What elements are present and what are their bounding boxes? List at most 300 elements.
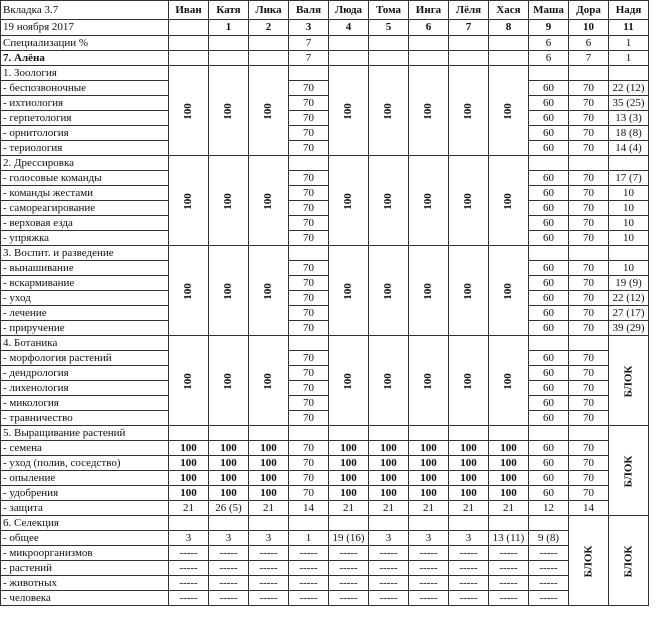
value-cell [449,36,489,51]
dash-cell: ----- [249,591,289,606]
big-value: 100 [502,372,514,390]
value-cell: 70 [289,456,329,471]
value-cell: 70 [569,81,609,96]
big-value: 100 [222,102,234,120]
section-title: 1. Зоология [1,66,169,81]
column-name: Катя [209,1,249,20]
value-cell: 100 [489,471,529,486]
value-cell: 60 [529,171,569,186]
big-value: 100 [382,282,394,300]
blok-cell [569,516,609,606]
value-cell [569,246,609,261]
big-value: 100 [422,372,434,390]
value-cell: 60 [529,306,569,321]
table-row [1,486,649,501]
value-cell: 35 (25) [609,96,649,111]
value-cell: 70 [289,261,329,276]
value-cell: 3 [409,531,449,546]
blok-cell [609,426,649,516]
row-label: - уход [1,291,169,306]
big-value-cell [209,336,249,426]
value-cell: 7 [289,51,329,66]
value-cell: 12 [529,501,569,516]
value-cell: 100 [249,486,289,501]
row-label: - микроорганизмов [1,546,169,561]
table-row [1,291,649,306]
table-row [1,306,649,321]
big-value-cell [169,66,209,156]
value-cell: 100 [489,441,529,456]
value-cell [369,36,409,51]
value-cell: 60 [529,366,569,381]
row-label: - морфология растений [1,351,169,366]
value-cell: 60 [529,396,569,411]
value-cell [529,156,569,171]
row-label: - травничество [1,411,169,426]
dash-cell: ----- [369,576,409,591]
value-cell: 13 (11) [489,531,529,546]
value-cell: 100 [489,486,529,501]
column-name: Лика [249,1,289,20]
dash-cell: ----- [529,546,569,561]
value-cell [249,426,289,441]
value-cell: 60 [529,96,569,111]
value-cell: 10 [609,201,649,216]
table-row [1,231,649,246]
value-cell [369,516,409,531]
big-value-cell [209,156,249,246]
value-cell: 100 [169,456,209,471]
value-cell [329,51,369,66]
value-cell: 60 [529,261,569,276]
value-cell [169,51,209,66]
value-cell: 70 [569,381,609,396]
column-number: 2 [249,20,289,36]
value-cell [329,426,369,441]
value-cell: 60 [529,291,569,306]
row-label: - команды жестами [1,186,169,201]
value-cell [169,426,209,441]
value-cell: 100 [489,456,529,471]
big-value: 100 [182,192,194,210]
value-cell [569,156,609,171]
table-row [1,441,649,456]
big-value-cell [489,156,529,246]
value-cell: 60 [529,216,569,231]
value-cell: 70 [569,471,609,486]
table-row [1,411,649,426]
blok-cell [609,516,649,606]
dash-cell: ----- [169,576,209,591]
value-cell: 100 [209,441,249,456]
row-label: - верховая езда [1,216,169,231]
big-value-cell [169,246,209,336]
dash-cell: ----- [209,561,249,576]
dash-cell: ----- [449,546,489,561]
table-row [1,51,649,66]
value-cell: 19 (16) [329,531,369,546]
value-cell [249,36,289,51]
table-row [1,156,649,171]
value-cell: 10 [609,186,649,201]
value-cell [609,246,649,261]
value-cell: 70 [289,111,329,126]
sheet-title: Вкладка 3.7 [1,1,169,20]
blok-cell [609,336,649,426]
table-row [1,81,649,96]
value-cell [289,336,329,351]
value-cell [409,36,449,51]
value-cell [249,516,289,531]
value-cell: 3 [169,531,209,546]
dash-cell: ----- [409,576,449,591]
table-row [1,396,649,411]
value-cell [369,51,409,66]
value-cell: 100 [249,456,289,471]
value-cell [329,36,369,51]
table-row [1,366,649,381]
value-cell [529,426,569,441]
value-cell: 60 [529,471,569,486]
big-value: 100 [342,102,354,120]
big-value: 100 [182,372,194,390]
big-value: 100 [502,102,514,120]
big-value: 100 [342,372,354,390]
value-cell: 70 [569,351,609,366]
row-label: - лихенология [1,381,169,396]
table-row [1,381,649,396]
row-label: 7. Алёна [1,51,169,66]
value-cell: 100 [169,441,209,456]
value-cell: 17 (7) [609,171,649,186]
value-cell: 70 [289,141,329,156]
column-name: Иван [169,1,209,20]
big-value: 100 [422,192,434,210]
value-cell: 3 [449,531,489,546]
row-label: - удобрения [1,486,169,501]
dash-cell: ----- [449,561,489,576]
row-label: - опыление [1,471,169,486]
value-cell: 60 [529,351,569,366]
big-value: 100 [342,192,354,210]
value-cell [409,426,449,441]
value-cell [289,516,329,531]
big-value-cell [449,66,489,156]
value-cell: 70 [569,201,609,216]
table-row [1,126,649,141]
dash-cell: ----- [249,576,289,591]
big-value: 100 [342,282,354,300]
value-cell [489,36,529,51]
value-cell: 70 [289,396,329,411]
row-label: - защита [1,501,169,516]
value-cell: 1 [609,36,649,51]
big-value-cell [169,336,209,426]
big-value-cell [249,246,289,336]
blok-label: БЛОК [581,545,594,577]
big-value: 100 [502,192,514,210]
value-cell: 26 (5) [209,501,249,516]
big-value-cell [369,66,409,156]
dash-cell: ----- [529,591,569,606]
big-value: 100 [182,102,194,120]
row-label: - териология [1,141,169,156]
value-cell [609,66,649,81]
value-cell: 21 [249,501,289,516]
table-row [1,1,649,20]
table-row [1,531,649,546]
value-cell: 19 (9) [609,276,649,291]
table-row [1,456,649,471]
value-cell: 70 [569,171,609,186]
value-cell [569,336,609,351]
dash-cell: ----- [489,546,529,561]
value-cell: 70 [289,96,329,111]
table-row [1,426,649,441]
section-title: 3. Воспит. и разведение [1,246,169,261]
table-row [1,66,649,81]
value-cell: 100 [369,486,409,501]
value-cell: 70 [289,486,329,501]
dash-cell: ----- [489,561,529,576]
value-cell: 6 [569,36,609,51]
value-cell: 100 [369,471,409,486]
value-cell: 70 [569,126,609,141]
value-cell: 21 [369,501,409,516]
big-value-cell [249,66,289,156]
column-name: Лёля [449,1,489,20]
value-cell: 3 [209,531,249,546]
value-cell [289,156,329,171]
column-number: 9 [529,20,569,36]
dash-cell: ----- [409,591,449,606]
value-cell: 70 [289,411,329,426]
column-number: 10 [569,20,609,36]
value-cell [169,36,209,51]
value-cell: 14 (4) [609,141,649,156]
value-cell: 100 [329,441,369,456]
row-label: - голосовые команды [1,171,169,186]
value-cell: 70 [569,396,609,411]
value-cell: 100 [409,441,449,456]
row-label: - герпетология [1,111,169,126]
value-cell: 6 [529,51,569,66]
big-value: 100 [462,282,474,300]
value-cell: 10 [609,216,649,231]
value-cell: 100 [409,486,449,501]
table-row [1,141,649,156]
table-row [1,516,649,531]
row-label: - приручение [1,321,169,336]
value-cell: 100 [409,471,449,486]
table-row [1,171,649,186]
value-cell [489,51,529,66]
column-name: Маша [529,1,569,20]
value-cell [609,156,649,171]
value-cell: 10 [609,231,649,246]
value-cell: 100 [329,486,369,501]
value-cell: 70 [289,81,329,96]
value-cell [449,426,489,441]
big-value-cell [169,156,209,246]
value-cell [209,516,249,531]
row-label: - вскармивание [1,276,169,291]
column-name: Инга [409,1,449,20]
big-value-cell [449,336,489,426]
big-value-cell [249,336,289,426]
dash-cell: ----- [409,561,449,576]
dash-cell: ----- [409,546,449,561]
table-row [1,546,649,561]
value-cell: 13 (3) [609,111,649,126]
value-cell: 6 [529,36,569,51]
value-cell [569,426,609,441]
value-cell [449,51,489,66]
table-row [1,336,649,351]
big-value-cell [409,336,449,426]
value-cell: 70 [289,471,329,486]
table-row [1,351,649,366]
table-row [1,561,649,576]
value-cell: 100 [449,486,489,501]
value-cell: 100 [369,441,409,456]
dash-cell: ----- [449,576,489,591]
value-cell: 70 [289,231,329,246]
value-cell [409,516,449,531]
value-cell: 9 (8) [529,531,569,546]
column-name: Хася [489,1,529,20]
value-cell: 100 [209,486,249,501]
big-value-cell [369,336,409,426]
table-row [1,501,649,516]
value-cell: 7 [289,36,329,51]
blok-label: БЛОК [621,545,634,577]
value-cell [289,66,329,81]
row-label: - упряжка [1,231,169,246]
table-row [1,186,649,201]
big-value: 100 [422,102,434,120]
column-name: Дора [569,1,609,20]
column-number: 1 [209,20,249,36]
value-cell: 70 [289,276,329,291]
row-label: - уход (полив, соседство) [1,456,169,471]
column-number: 3 [289,20,329,36]
big-value-cell [369,246,409,336]
value-cell: 100 [449,441,489,456]
section-title: 4. Ботаника [1,336,169,351]
big-value-cell [329,156,369,246]
value-cell: 70 [289,441,329,456]
column-number: 8 [489,20,529,36]
value-cell: 60 [529,126,569,141]
value-cell: 70 [289,351,329,366]
dash-cell: ----- [289,591,329,606]
value-cell: 10 [609,261,649,276]
value-cell: 100 [449,471,489,486]
value-cell: 70 [569,291,609,306]
dash-cell: ----- [169,591,209,606]
value-cell: 100 [209,471,249,486]
value-cell: 70 [569,261,609,276]
table-row [1,471,649,486]
value-cell [569,66,609,81]
big-value: 100 [182,282,194,300]
value-cell: 18 (8) [609,126,649,141]
value-cell [289,426,329,441]
big-value: 100 [382,102,394,120]
row-label: - вынашивание [1,261,169,276]
value-cell [449,516,489,531]
value-cell: 100 [369,456,409,471]
big-value: 100 [382,192,394,210]
value-cell: 60 [529,276,569,291]
value-cell: 70 [289,126,329,141]
column-name: Надя [609,1,649,20]
value-cell: 100 [449,456,489,471]
blok-label: БЛОК [621,455,634,487]
value-cell [489,426,529,441]
big-value: 100 [222,282,234,300]
table-row [1,576,649,591]
value-cell: 21 [409,501,449,516]
dash-cell: ----- [529,561,569,576]
big-value: 100 [462,102,474,120]
row-label: - общее [1,531,169,546]
row-label: Специализации % [1,36,169,51]
value-cell: 60 [529,186,569,201]
value-cell: 70 [289,306,329,321]
dash-cell: ----- [369,591,409,606]
value-cell: 7 [569,51,609,66]
big-value: 100 [502,282,514,300]
value-cell: 70 [569,231,609,246]
column-number: 6 [409,20,449,36]
big-value-cell [449,246,489,336]
value-cell: 60 [529,486,569,501]
value-cell: 60 [529,321,569,336]
value-cell: 60 [529,141,569,156]
column-number [169,20,209,36]
value-cell: 70 [569,456,609,471]
dash-cell: ----- [209,546,249,561]
value-cell: 22 (12) [609,291,649,306]
value-cell: 21 [169,501,209,516]
column-name: Люда [329,1,369,20]
value-cell: 60 [529,81,569,96]
dash-cell: ----- [289,561,329,576]
value-cell [209,51,249,66]
table-row [1,96,649,111]
value-cell: 60 [529,411,569,426]
big-value-cell [449,156,489,246]
dash-cell: ----- [289,546,329,561]
value-cell: 70 [289,366,329,381]
value-cell [209,426,249,441]
dash-cell: ----- [529,576,569,591]
table-row [1,321,649,336]
big-value: 100 [262,192,274,210]
column-number: 11 [609,20,649,36]
value-cell: 39 (29) [609,321,649,336]
value-cell: 70 [569,276,609,291]
value-cell: 100 [249,441,289,456]
value-cell [489,516,529,531]
table-row [1,246,649,261]
dash-cell: ----- [289,576,329,591]
value-cell: 70 [569,306,609,321]
dash-cell: ----- [169,561,209,576]
row-label: - самореагирование [1,201,169,216]
